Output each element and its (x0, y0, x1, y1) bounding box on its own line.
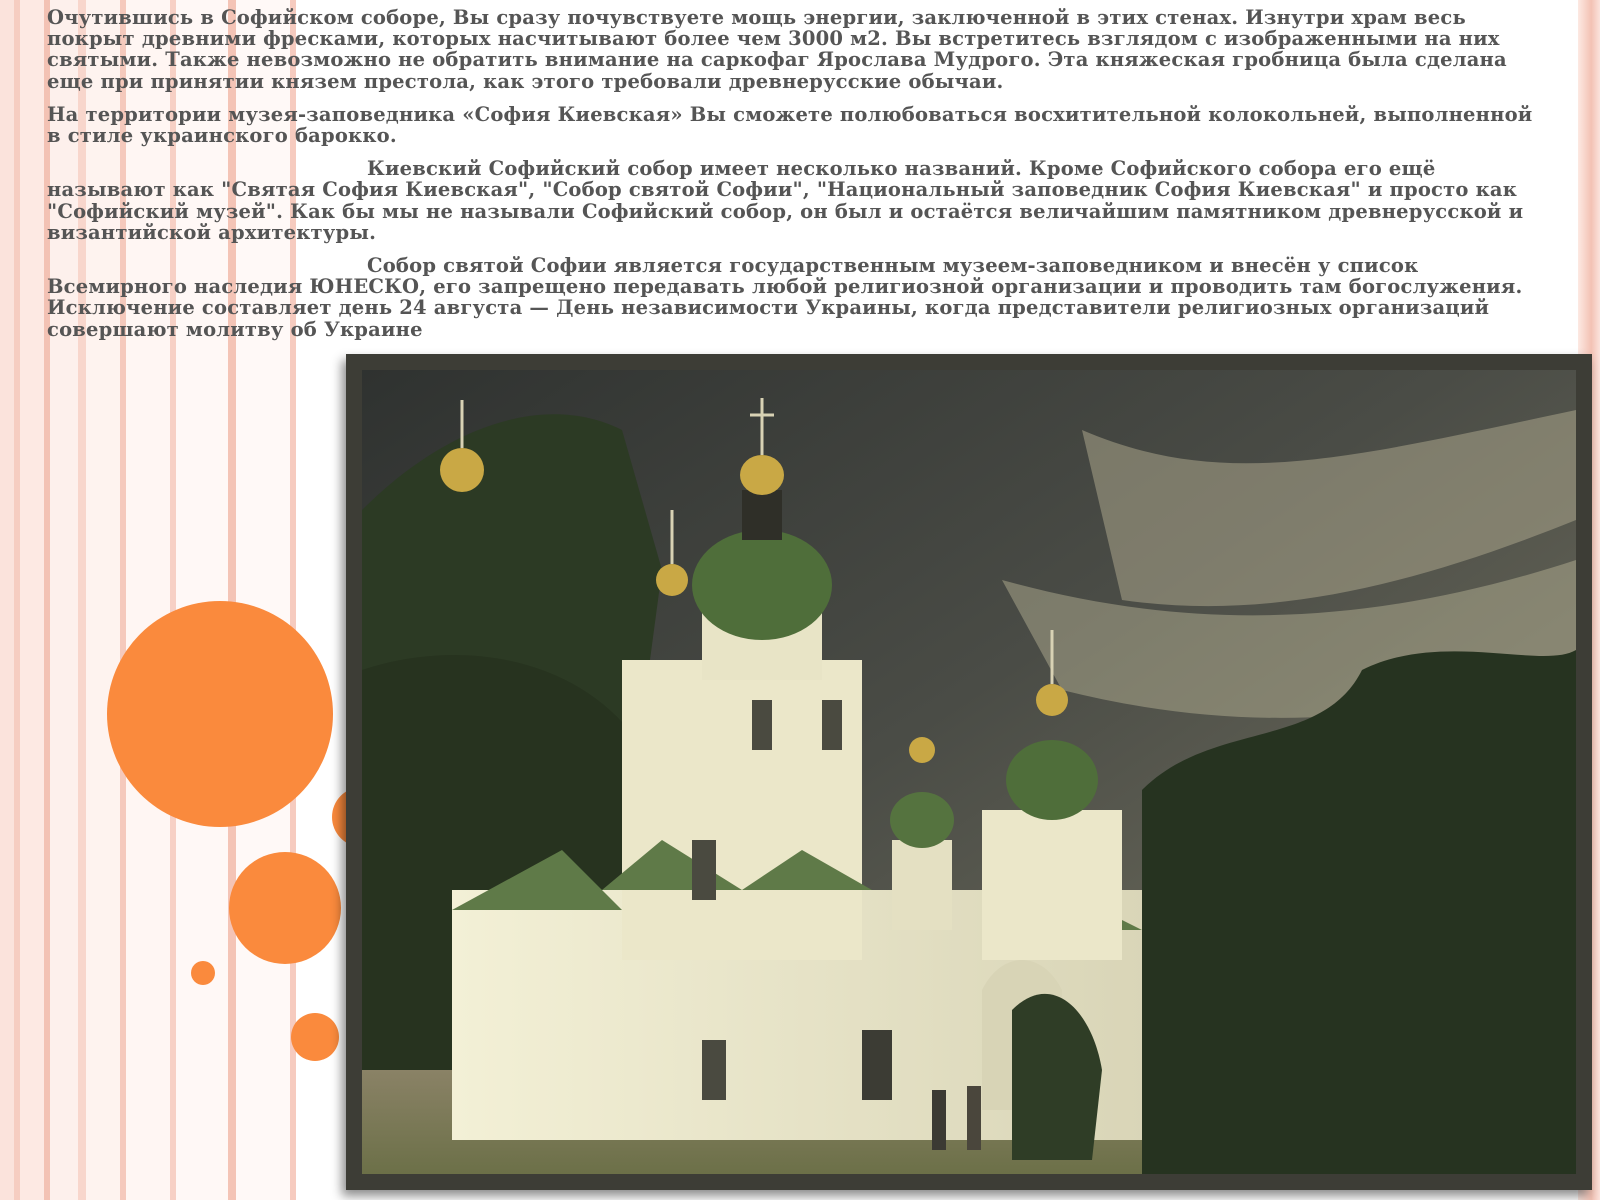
lantern (742, 490, 782, 540)
paragraph-unesco (47, 255, 1547, 340)
green-dome (692, 530, 832, 640)
decorative-circle-small (291, 1013, 339, 1061)
paragraph-unesco-text: Собор святой Софии является государственным музеем-заповедником и внесён у список Всемирного наследия ЮНЕСКО, его запрещено передавать любой религиозной организации и проводить там богослужения. Исключение составляет день 24 августа — День независимости Украины, когда представители религиозных организаций совершают молитву об Украине (47, 254, 1523, 341)
paragraph-bell-tower: На территории музея-заповедника «София Киевская» Вы сможете полюбоваться восхитительной колокольней, выполненной в стиле украинского барокко. (47, 102, 1533, 148)
paragraph-names (47, 158, 1547, 243)
person (932, 1090, 946, 1150)
paragraph-frescoes: Очутившись в Софийском соборе, Вы сразу почувствуете мощь энергии, заключенной в этих стенах. Изнутри храм весь покрыт древними фресками, которых насчитывают более чем 3000 м2. Вы встретитесь взглядом с изображенными на них святыми. Также невозможно не обратить внимание на саркофаг Ярослава Мудрого. Эта княжеская гробница была сделана еще при принятии князем престола, как этого требовали древнерусские обычаи. (47, 6, 1507, 93)
slide-text (47, 7, 1547, 352)
decorative-circle-large (107, 601, 333, 827)
gold-dome (909, 737, 935, 763)
decorative-circle-medium (229, 852, 341, 964)
cathedral-right-body (982, 810, 1122, 960)
gold-dome (656, 564, 688, 596)
door (862, 1030, 892, 1100)
gold-dome (440, 448, 484, 492)
window (702, 1040, 726, 1100)
cathedral-photo (362, 370, 1576, 1174)
green-dome (1006, 740, 1098, 820)
cathedral-photo-frame (346, 354, 1592, 1190)
decorative-circle-tiny (191, 961, 215, 985)
gold-dome (740, 455, 784, 495)
green-dome (890, 792, 954, 848)
window (752, 700, 772, 750)
paragraph-names-text: Киевский Софийский собор имеет несколько названий. Кроме Софийского собора его ещё называют как "Святая София Киевская", "Собор святой Софии", "Национальный заповедник София Киевская" и просто как "Софийский музей". Как бы мы не называли Софийский собор, он был и остаётся величайшим памятником древнерусской и византийской архитектуры. (47, 157, 1524, 244)
person (967, 1086, 981, 1150)
window (692, 840, 716, 900)
gold-dome (1036, 684, 1068, 716)
small-drum (892, 840, 952, 930)
window (822, 700, 842, 750)
